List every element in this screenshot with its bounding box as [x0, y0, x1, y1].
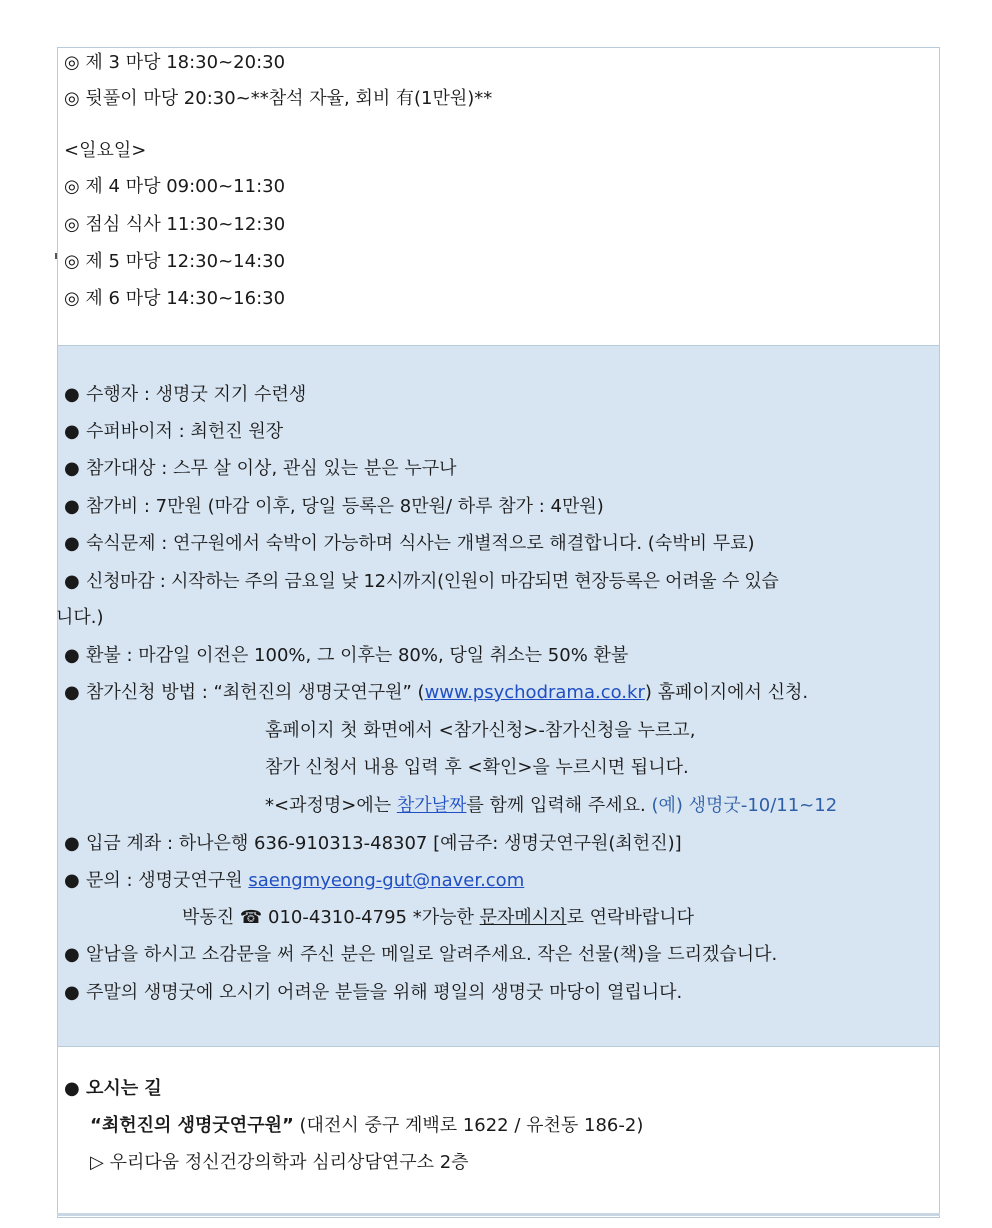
bullet: ●: [64, 421, 80, 442]
bullet: ●: [64, 870, 80, 891]
institute-name: “최헌진의 생명굿연구원”: [90, 1115, 294, 1136]
info-refund: ● 환불 : 마감일 이전은 100%, 그 이후는 80%, 당일 취소는 50% 환불: [64, 645, 629, 666]
info-method: ● 참가신청 방법 : “최헌진의 생명굿연구원” (www.psychodrama.co.kr) 홈페이지에서 신청.: [64, 682, 809, 703]
bullet: ●: [64, 384, 80, 405]
example-text: (예) 생명굿-10/11~12: [651, 795, 838, 816]
bullet: ●: [64, 458, 80, 479]
info-review: ● 알남을 하시고 소감문을 써 주신 분은 메일로 알려주세요. 작은 선물(책)을 드리겠습니다.: [64, 944, 778, 965]
schedule-item: ◎ 제 6 마당 14:30~16:30: [64, 288, 286, 309]
info-lodging: ● 숙식문제 : 연구원에서 숙박이 가능하며 식사는 개별적으로 해결합니다. (숙박비 무료): [64, 533, 755, 554]
directions-heading: ● 오시는 길: [64, 1078, 162, 1099]
bullet: ●: [64, 982, 80, 1003]
directions-building: ▷ 우리다움 정신건강의학과 심리상담연구소 2층: [90, 1152, 469, 1173]
info-fee: ● 참가비 : 7만원 (마감 이후, 당일 등록은 8만원/ 하루 참가 : 4만원): [64, 496, 604, 517]
bullet: ●: [64, 645, 80, 666]
bullet: ●: [64, 533, 80, 554]
info-deadline-cont: 니다.): [56, 607, 104, 628]
bullet: ●: [64, 571, 80, 592]
method-step-2: 참가 신청서 내용 입력 후 <확인>을 누르시면 됩니다.: [265, 757, 689, 778]
info-performer: ● 수행자 : 생명굿 지기 수련생: [64, 384, 307, 405]
inquiry-phone: 박동진 ☎ 010-4310-4795 *가능한 문자메시지로 연락바랍니다: [182, 907, 694, 928]
info-deadline: ● 신청마감 : 시작하는 주의 금요일 낮 12시까지(인원이 마감되면 현장등록은 어려울 수 있습: [64, 571, 779, 592]
info-account: ● 입금 계좌 : 하나은행 636-910313-48307 [예금주: 생명굿연구원(최헌진)]: [64, 833, 682, 854]
bullet: ●: [64, 944, 80, 965]
info-target: ● 참가대상 : 스무 살 이상, 관심 있는 분은 누구나: [64, 458, 457, 479]
method-step-3: *<과정명>에는 참가날짜를 함께 입력해 주세요. (예) 생명굿-10/11~12: [265, 795, 838, 816]
bullet: ●: [64, 682, 80, 703]
schedule-item: ◎ 제 4 마당 09:00~11:30: [64, 176, 286, 197]
day-heading: <일요일>: [64, 140, 147, 161]
homepage-link[interactable]: www.psychodrama.co.kr: [424, 682, 645, 703]
bullet: ●: [64, 496, 80, 517]
info-supervisor: ● 수퍼바이저 : 최헌진 원장: [64, 421, 284, 442]
text-message-link[interactable]: 문자메시지: [479, 907, 567, 928]
schedule-item: ◎ 제 3 마당 18:30~20:30: [64, 52, 286, 73]
directions-address: “최헌진의 생명굿연구원” (대전시 중구 계백로 1622 / 유천동 186-2): [90, 1115, 644, 1136]
bottom-rule: [57, 1213, 940, 1216]
document-sheet: [57, 47, 940, 1218]
schedule-section: [58, 48, 939, 346]
schedule-item: ◎ 제 5 마당 12:30~14:30: [64, 251, 286, 272]
email-link[interactable]: saengmyeong-gut@naver.com: [248, 870, 525, 891]
info-section: [58, 346, 939, 1047]
info-weekday: ● 주말의 생명굿에 오시기 어려운 분들을 위해 평일의 생명굿 마당이 열립니다.: [64, 982, 683, 1003]
directions-section: [58, 1047, 939, 1217]
method-step-1: 홈페이지 첫 화면에서 <참가신청>-참가신청을 누르고,: [265, 720, 696, 741]
margin-mark: [55, 253, 57, 259]
info-inquiry: ● 문의 : 생명굿연구원 saengmyeong-gut@naver.com: [64, 870, 525, 891]
schedule-item: ◎ 뒷풀이 마당 20:30~**참석 자율, 회비 有(1만원)**: [64, 88, 493, 109]
schedule-item: ◎ 점심 식사 11:30~12:30: [64, 214, 286, 235]
bullet: ●: [64, 833, 80, 854]
participation-date-link[interactable]: 참가날짜: [396, 795, 467, 816]
